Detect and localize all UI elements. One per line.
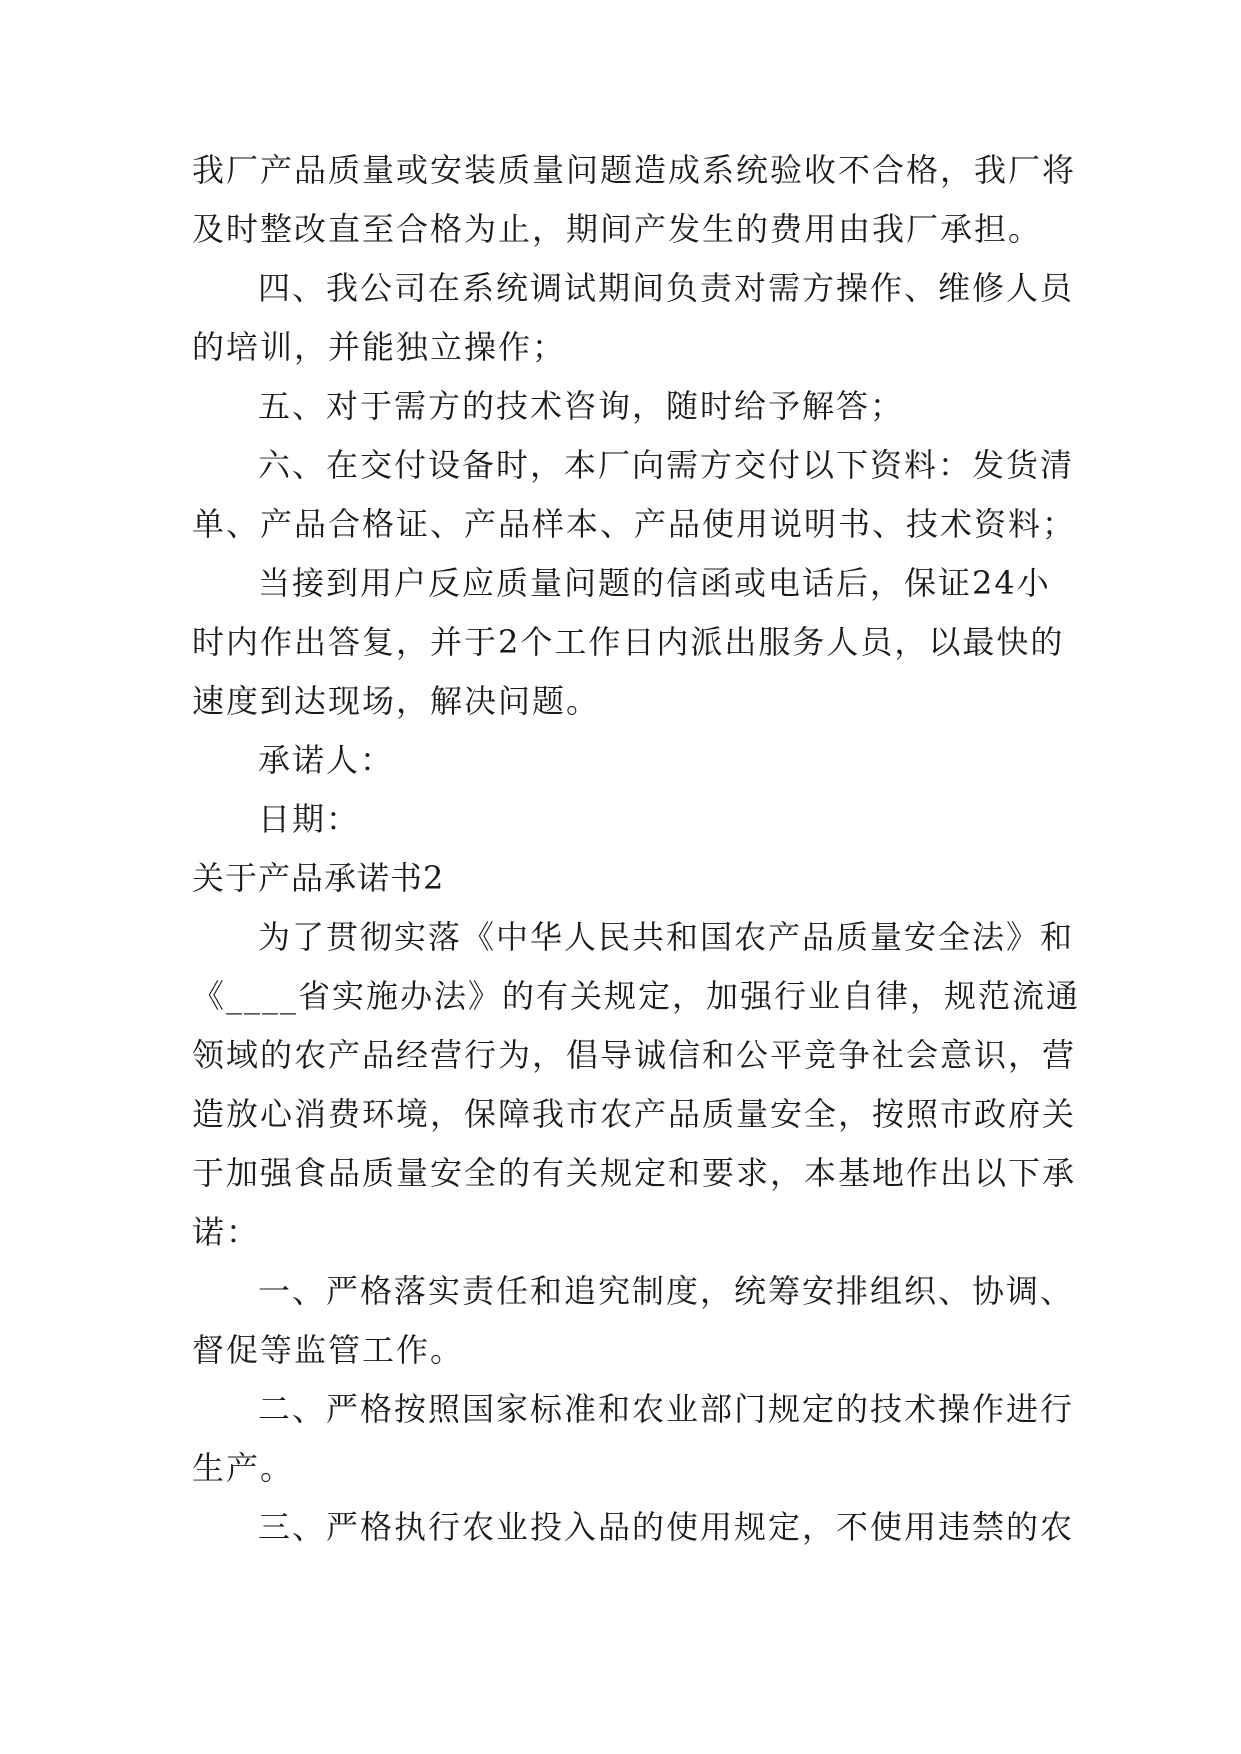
text-line: 三、严格执行农业投入品的使用规定，不使用违禁的农	[258, 1508, 1075, 1546]
text-line: 时内作出答复，并于2个工作日内派出服务人员，以最快的	[192, 623, 1065, 661]
text-line: 单、产品合格证、产品样本、产品使用说明书、技术资料；	[192, 505, 1077, 543]
signatory-label: 承诺人：	[258, 741, 395, 779]
text-line: 五、对于需方的技术咨询，随时给予解答；	[258, 387, 905, 425]
text-line: 诺：	[192, 1213, 261, 1251]
text-line: 一、严格落实责任和追究制度，统筹安排组织、协调、	[258, 1272, 1075, 1310]
text-line: 六、在交付设备时，本厂向需方交付以下资料：发货清	[258, 446, 1075, 484]
text-line: 四、我公司在系统调试期间负责对需方操作、维修人员	[258, 269, 1075, 307]
text-line: 督促等监管工作。	[192, 1331, 465, 1369]
text-line: 二、严格按照国家标准和农业部门规定的技术操作进行	[258, 1390, 1075, 1428]
text-line: 生产。	[192, 1449, 295, 1487]
text-line: 及时整改直至合格为止，期间产发生的费用由我厂承担。	[192, 210, 1043, 248]
text-line: 《____省实施办法》的有关规定，加强行业自律，规范流通	[192, 977, 1081, 1015]
text-line: 造放心消费环境，保障我市农产品质量安全，按照市政府关	[192, 1095, 1077, 1133]
text-line: 领域的农产品经营行为，倡导诚信和公平竞争社会意识，营	[192, 1036, 1077, 1074]
text-line: 的培训，并能独立操作；	[192, 328, 567, 366]
text-line: 我厂产品质量或安装质量问题造成系统验收不合格，我厂将	[192, 151, 1077, 189]
section-heading: 关于产品承诺书2	[192, 859, 445, 897]
text-line: 为了贯彻实落《中华人民共和国农产品质量安全法》和	[258, 918, 1075, 956]
date-label: 日期：	[258, 800, 361, 838]
text-line: 速度到达现场，解决问题。	[192, 682, 601, 720]
text-line: 于加强食品质量安全的有关规定和要求，本基地作出以下承	[192, 1154, 1077, 1192]
text-line: 当接到用户反应质量问题的信函或电话后，保证24小	[258, 564, 1051, 602]
